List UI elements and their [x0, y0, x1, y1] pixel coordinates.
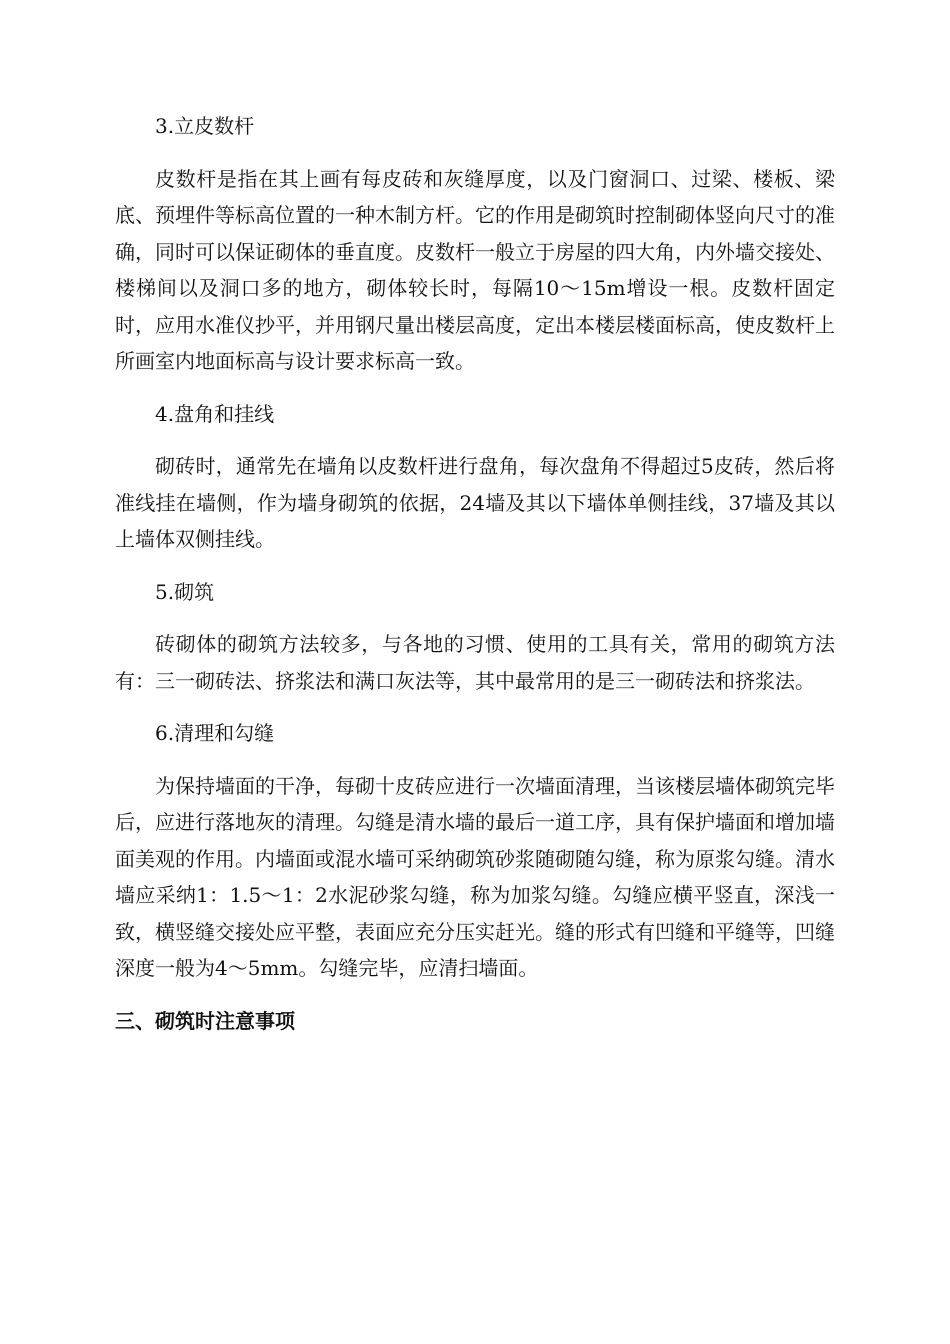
paragraph-5: 砖砌体的砌筑方法较多，与各地的习惯、使用的工具有关，常用的砌筑方法有：三一砌砖法、挤浆法和满口灰法等，其中最常用的是三一砌砖法和挤浆法。 [115, 632, 835, 693]
paragraph-4: 砌砖时，通常先在墙角以皮数杆进行盘角，每次盘角不得超过5皮砖，然后将准线挂在墙侧，作为墙身砌筑的依据，24墙及其以下墙体单侧挂线，37墙及其以上墙体双侧挂线。 [115, 454, 835, 551]
subheading-3: 3.立皮数杆 [155, 114, 255, 138]
paragraph-3: 皮数杆是指在其上画有每皮砖和灰缝厚度，以及门窗洞口、过梁、楼板、梁底、预埋件等标高位置的一种木制方杆。它的作用是砌筑时控制砌体竖向尺寸的准确，同时可以保证砌体的垂直度。皮数杆一般立于房屋的四大角，内外墙交接处、楼梯间以及洞口多的地方，砌体较长时，每隔10～15m增设一根。皮数杆固定时，应用水准仪抄平，并用钢尺量出楼层高度，定出本楼层楼面标高，使皮数杆上所画室内地面标高与设计要求标高一致。 [115, 166, 835, 373]
section-title: 三、砌筑时注意事项 [115, 1008, 295, 1033]
subheading-6: 6.清理和勾缝 [155, 721, 275, 745]
subheading-5: 5.砌筑 [155, 579, 215, 604]
paragraph-6: 为保持墙面的干净，每砌十皮砖应进行一次墙面清理，当该楼层墙体砌筑完毕后，应进行落地灰的清理。勾缝是清水墙的最后一道工序，具有保护墙面和增加墙面美观的作用。内墙面或混水墙可采纳砌筑砂浆随砌随勾缝，称为原浆勾缝。清水墙应采纳1：1.5～1：2水泥砂浆勾缝，称为加浆勾缝。勾缝应横平竖直，深浅一致，横竖缝交接处应平整，表面应充分压实赶光。缝的形式有凹缝和平缝等，凹缝深度一般为4～5mm。勾缝完毕，应清扫墙面。 [115, 773, 835, 980]
subheading-4: 4.盘角和挂线 [155, 401, 275, 426]
document-page [115, 108, 835, 1039]
